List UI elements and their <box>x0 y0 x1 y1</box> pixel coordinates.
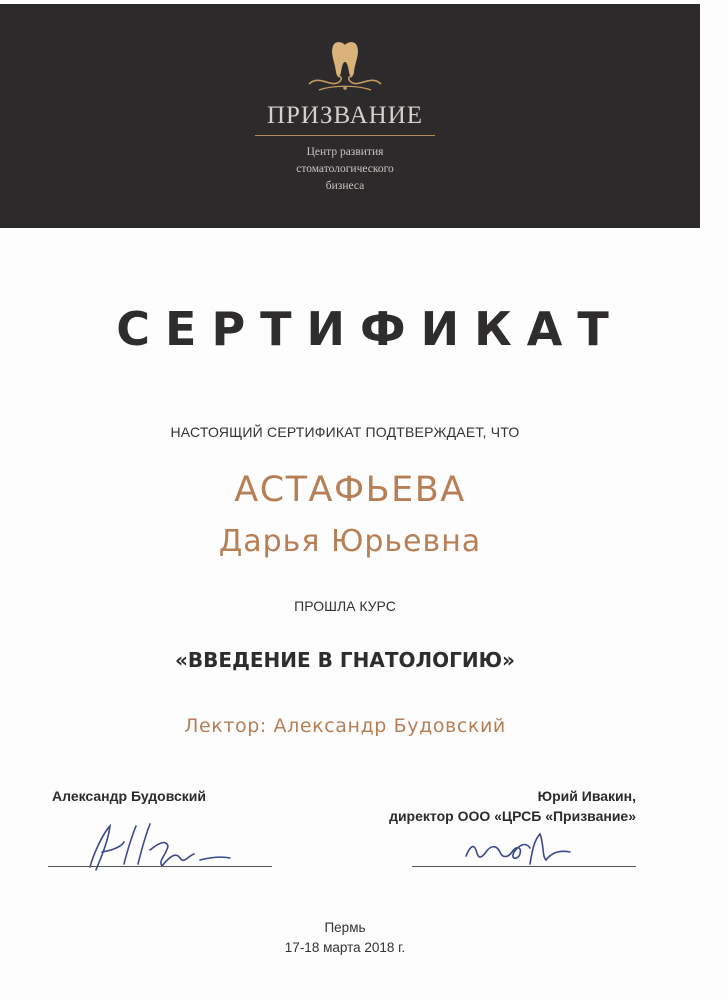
course-name: «ВВЕДЕНИЕ В ГНАТОЛОГИЮ» <box>175 648 515 672</box>
tagline-line: бизнеса <box>325 180 365 192</box>
issue-date: 17-18 марта 2018 г. <box>284 940 406 955</box>
lecturer-line: Лектор: Александр Будовский <box>184 715 506 737</box>
left-signature-line <box>48 866 272 867</box>
tagline-line: Центр развития <box>306 146 384 158</box>
recipient-given-names: Дарья Юрьевна <box>218 524 482 559</box>
right-signatory-title: директор ООО «ЦРСБ «Призвание» <box>389 808 636 824</box>
left-signatory-name: Александр Будовский <box>52 788 206 804</box>
header-banner <box>0 4 700 228</box>
brand-tagline <box>250 144 440 195</box>
confirm-text: НАСТОЯЩИЙ СЕРТИФИКАТ ПОДТВЕРЖДАЕТ, ЧТО <box>170 424 520 440</box>
recipient-surname: АСТАФЬЕВА <box>234 470 466 510</box>
right-signature-line <box>412 866 636 867</box>
brand-name: ПРИЗВАНИЕ <box>266 102 424 129</box>
issue-city: Пермь <box>324 920 366 935</box>
left-signature <box>80 812 240 882</box>
right-signatory-name: Юрий Ивакин, <box>537 788 636 804</box>
tooth-icon <box>305 40 385 94</box>
tagline-line: стоматологического <box>296 163 394 175</box>
certificate-title: СЕРТИФИКАТ <box>116 302 624 356</box>
passed-course-text: ПРОШЛА КУРС <box>294 598 396 614</box>
logo <box>250 40 440 200</box>
brand-divider <box>255 135 435 136</box>
right-signature <box>460 828 600 878</box>
